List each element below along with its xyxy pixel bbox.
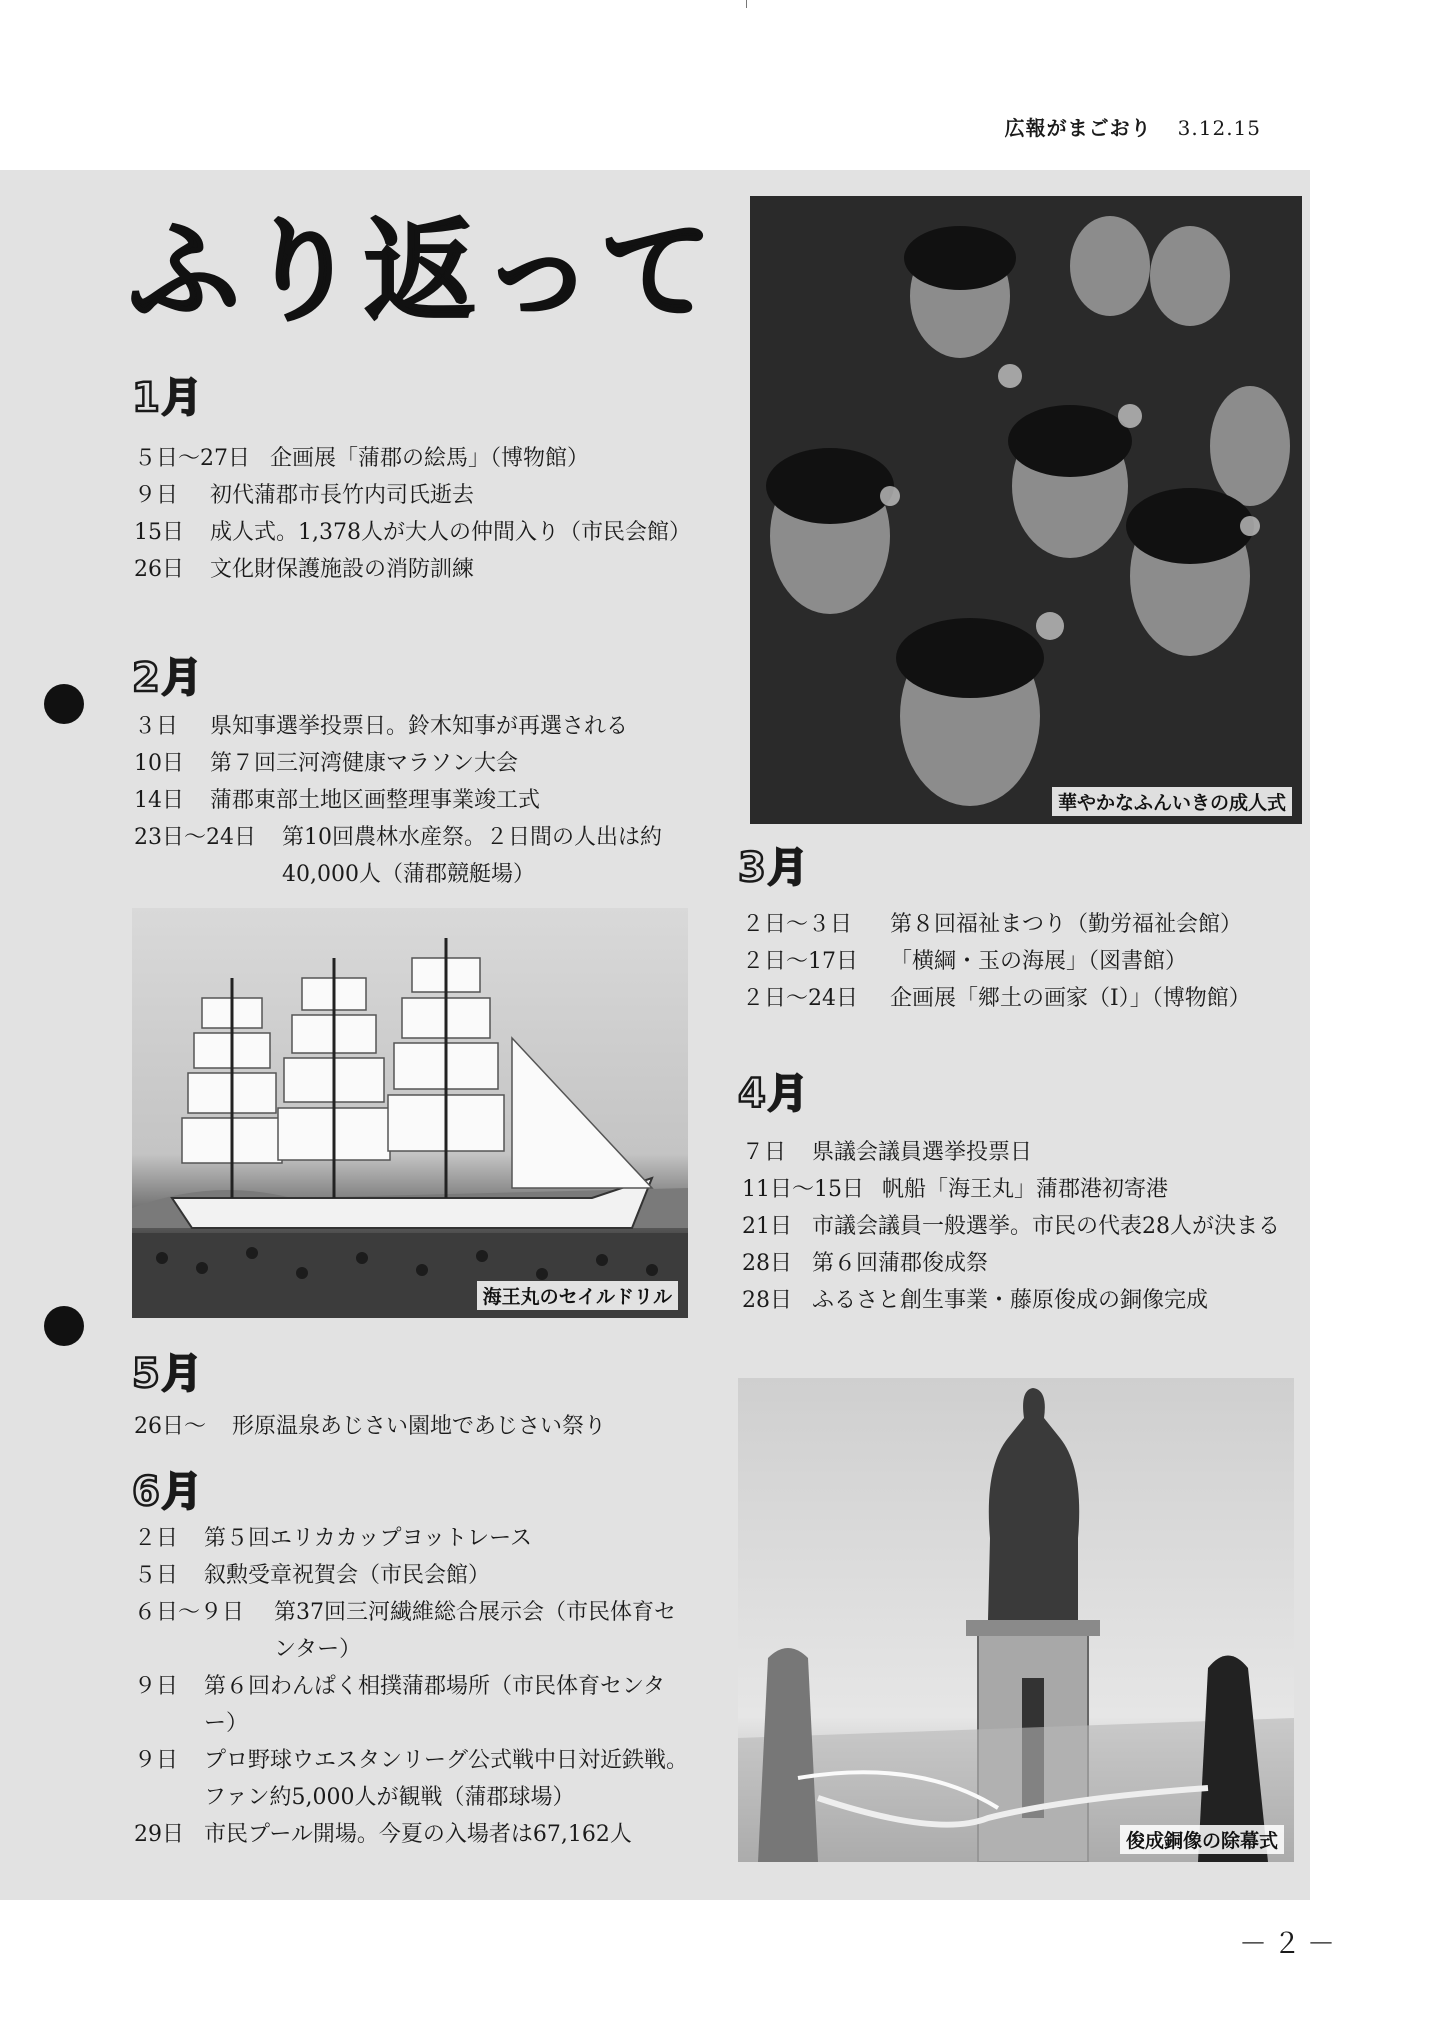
event-item <box>742 943 1302 980</box>
event-list-jan <box>134 440 689 588</box>
event-text: 形原温泉あじさい園地であじさい祭り <box>232 1414 607 1439</box>
month-heading-feb: 2月 <box>132 655 204 701</box>
event-item <box>134 477 689 514</box>
event-date: ９日 <box>134 1674 179 1699</box>
photo-caption: 海王丸のセイルドリル <box>477 1281 678 1310</box>
event-text: 企画展「郷土の画家（Ⅰ）」（博物館） <box>890 986 1251 1011</box>
binder-hole-top <box>44 684 84 724</box>
event-date: 15日 <box>134 520 184 545</box>
event-date: 29日 <box>134 1822 184 1847</box>
event-date: ５日～27日 <box>134 446 250 471</box>
event-date: ２日～24日 <box>742 986 858 1011</box>
month-heading-may: 5月 <box>132 1351 204 1397</box>
event-item <box>742 1282 1298 1319</box>
photo-caption: 華やかなふんいきの成人式 <box>1052 787 1292 816</box>
event-date: 26日 <box>134 557 184 582</box>
statue-illustration <box>738 1378 1294 1862</box>
month-heading-mar: 3月 <box>738 845 810 891</box>
event-item <box>134 1816 689 1853</box>
page-header <box>1005 112 1261 141</box>
event-date: ２日～17日 <box>742 949 858 974</box>
event-item <box>742 1134 1298 1171</box>
event-text: 蒲郡東部土地区画整理事業竣工式 <box>210 788 541 813</box>
event-date: 26日～ <box>134 1414 206 1439</box>
event-item <box>134 745 689 782</box>
month-heading-apr: 4月 <box>738 1071 810 1117</box>
event-item <box>134 782 689 819</box>
event-date: ２日～３日 <box>742 912 853 937</box>
event-item <box>134 819 689 893</box>
event-item <box>134 1742 689 1816</box>
binder-hole-bottom <box>44 1306 84 1346</box>
event-date: ２日 <box>134 1526 179 1551</box>
ship-illustration <box>132 908 688 1318</box>
event-date: ９日 <box>134 483 179 508</box>
event-date: ９日 <box>134 1748 179 1773</box>
registration-mark <box>746 0 747 8</box>
event-text: 第６回蒲郡俊成祭 <box>812 1251 989 1276</box>
event-date: ７日 <box>742 1140 787 1165</box>
event-item <box>134 1557 689 1594</box>
crowd-illustration <box>750 196 1302 824</box>
event-list-may <box>134 1408 694 1445</box>
issue-date: 3.12.15 <box>1177 116 1261 140</box>
publication-name: 広報がまごおり <box>1004 116 1152 140</box>
event-text: 「横綱・玉の海展」（図書館） <box>890 949 1188 974</box>
event-text: 県知事選挙投票日。鈴木知事が再選される <box>210 714 629 739</box>
month-heading-jun: 6月 <box>132 1469 204 1515</box>
event-text: プロ野球ウエスタンリーグ公式戦中日対近鉄戦。ファン約5,000人が観戦（蒲郡球場） <box>204 1748 689 1810</box>
event-list-mar <box>742 906 1302 1017</box>
event-item <box>134 440 689 477</box>
event-text: 県議会議員選挙投票日 <box>812 1140 1033 1165</box>
event-item <box>134 1408 694 1445</box>
event-date: ６日～９日 <box>134 1600 245 1625</box>
event-item <box>742 906 1302 943</box>
event-text: 市議会議員一般選挙。市民の代表28人が決まる <box>812 1214 1280 1239</box>
event-text: 第５回エリカカップヨットレース <box>204 1526 533 1551</box>
event-item <box>742 980 1302 1017</box>
event-item <box>134 551 689 588</box>
event-list-feb <box>134 708 689 893</box>
event-date: 21日 <box>742 1214 792 1239</box>
event-date: 23日～24日 <box>134 825 256 850</box>
event-text: 第10回農林水産祭。２日間の人出は約40,000人（蒲郡競艇場） <box>282 825 662 887</box>
event-text: ふるさと創生事業・藤原俊成の銅像完成 <box>812 1288 1209 1313</box>
photo-caption: 俊成銅像の除幕式 <box>1120 1825 1284 1854</box>
month-heading-jan: 1月 <box>132 375 204 421</box>
event-date: ５日 <box>134 1563 179 1588</box>
event-date: 10日 <box>134 751 184 776</box>
event-text: 叙勲受章祝賀会（市民会館） <box>204 1563 491 1588</box>
event-text: 第６回わんぱく相撲蒲郡場所（市民体育センター） <box>204 1674 666 1736</box>
event-text: 企画展「蒲郡の絵馬」（博物館） <box>270 446 590 471</box>
event-item <box>134 708 689 745</box>
photo-sail-drill <box>132 908 688 1318</box>
event-item <box>742 1208 1298 1245</box>
page-title: ふり返って <box>128 207 718 337</box>
event-item <box>134 1520 689 1557</box>
event-item <box>134 1668 689 1742</box>
event-text: 文化財保護施設の消防訓練 <box>210 557 475 582</box>
event-date: 11日～15日 <box>742 1177 864 1202</box>
page-number: －２－ <box>1238 1927 1341 1960</box>
event-item <box>134 1594 689 1668</box>
event-item <box>742 1171 1298 1208</box>
photo-statue-unveiling <box>738 1378 1294 1862</box>
event-date: 14日 <box>134 788 184 813</box>
event-list-jun <box>134 1520 689 1853</box>
event-date: 28日 <box>742 1251 792 1276</box>
event-list-apr <box>742 1134 1298 1319</box>
event-text: 成人式。1,378人が大人の仲間入り（市民会館） <box>210 520 691 545</box>
event-text: 帆船「海王丸」蒲郡港初寄港 <box>882 1177 1169 1202</box>
event-text: 初代蒲郡市長竹内司氏逝去 <box>210 483 475 508</box>
event-text: 第７回三河湾健康マラソン大会 <box>210 751 519 776</box>
event-text: 市民プール開場。今夏の入場者は67,162人 <box>204 1822 632 1847</box>
event-item <box>742 1245 1298 1282</box>
event-date: 28日 <box>742 1288 792 1313</box>
event-item <box>134 514 689 551</box>
event-date: ３日 <box>134 714 179 739</box>
photo-coming-of-age <box>750 196 1302 824</box>
event-text: 第37回三河繊維総合展示会（市民体育センター） <box>274 1600 676 1662</box>
event-text: 第８回福祉まつり（勤労福祉会館） <box>890 912 1243 937</box>
